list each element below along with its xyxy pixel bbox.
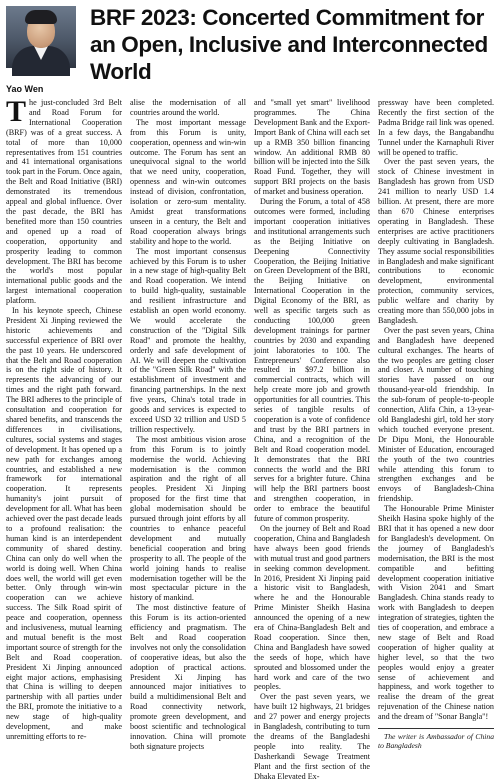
article-paragraph: The most important consensus achieved by this Forum is to usher in a new stage of high-quality Belt and Road cooperation. We intend to build high-quality, sustainable and resilient infrastructure and establish an open world economy. We would accelerate the construction of the "Digital Silk Road" and promote the healthy, orderly and safe development of AI. We will deepen the cultivation of the "Green Silk Road" with the establishment of investment and financing partnerships. In the next five years, China's total trade in goods and services is expected to exceed USD 32 trillion and USD 5 trillion respectively. (130, 246, 246, 434)
article-paragraph: The most ambitious vision arose from this Forum is to jointly modernise the world. Achieving modernisation is the common aspiration and the right of all peoples. President Xi Jinping proposed for the first time that global modernisation should be pursued through joint efforts by all countries to enhance peaceful development and mutually beneficial cooperation and bring prosperity to all. The people of the world joining hands to realise modernisation together will be the most spectacular picture in the history of mankind. (130, 434, 246, 603)
author-photo (6, 6, 76, 68)
author-note: The writer is Ambassador of China to Bangladesh (378, 728, 494, 750)
article-paragraph: Over the past seven years, the stock of Chinese investment in Bangladesh has grown from USD 241 million to nearly USD 1.4 billion. At present, there are more than 670 Chinese enterprises operating in Bangladesh. These enterprises are active practitioners deeply cultivating in Bangladesh. They assume social responsibilities in Bangladesh and make significant contributions to economic development, environmental protection, community services, public welfare and charity by creating more than 550,000 jobs in Bangladesh. (378, 157, 494, 325)
article-column-2 (130, 98, 246, 751)
article-paragraph: In his keynote speech, Chinese President Xi Jinping reviewed the historic achievements and successful experience of BRI over the past 10 years. He underscored that the Belt and Road cooperation is on the right side of history. It represents the advancing of our times and the right path forward. The BRI adheres to the principle of consultation and cooperation for shared benefits, and transcends the differences in civilisations, cultures, social systems and stages of development. It has opened up a new path for exchanges among countries, and established a new framework for international cooperation. It represents humanity's joint pursuit of development for all. What has been achieved over the past decade leads to a profound realisation: the human kind is an interdependent community of shared destiny. China can only do well when the world is doing well. When China does well, the world will get even better. Only through win-win cooperation can we achieve success. The Silk Road spirit of peace and cooperation, openness and inclusiveness, mutual learning and mutual benefit is the most important source of strength for the Belt and Road cooperation. President Xi Jinping announced eight major actions, emphasising that China is willing to deepen partnership with all parties under the BRI, promote the initiative to a new stage of high-quality development, and make unremitting efforts to re- (6, 306, 122, 741)
article-paragraph: During the Forum, a total of 458 outcomes were formed, including important cooperation initiatives and institutional arrangements such as the Beijing Initiative on Deepening Connectivity Cooperation, the Beijing Initiative on Green Development of the BRI, the Beijing Initiative on International Cooperation in the Digital Economy of the BRI, as well as specific targets such as conducting 100,000 green development trainings for partner countries by 2030 and expanding joint laboratories to 100. The Entrepreneurs' Conference also resulted in $97.2 billion in commercial contracts, which will help create more job and growth opportunities for all countries. This series of tangible results of cooperation is a vote of confidence and trust by the BRI partners in China, and a recognition of the Belt and Road cooperation model. It demonstrates that the BRI connects the world and the BRI serves for a brighter future. China will help the BRI partners boost and strengthen cooperation, in order to embrace the beautiful future of common prosperity. (254, 197, 370, 524)
article-column-1 (6, 95, 122, 741)
article-column-4 (378, 98, 494, 751)
article-paragraph: The most important message from this Forum is unity, cooperation, openness and win-win outcome. The Forum has sent an unequivocal signal to the world that we need unity, cooperation, openness and win-win outcomes instead of division, confrontation, isolation or zero-sum mentality. Amidst great transformations unseen in a century, the Belt and Road cooperation always brings stability and hope to the world. (130, 117, 246, 246)
article-body (6, 95, 494, 781)
article-paragraph: Over the past seven years, we have built 12 highways, 21 bridges and 27 power and energy projects in Bangladesh, contributing to turn the dreams of the Bangladeshi people into reality. The Dasherkandi Sewage Treatment Plant and the first section of the Dhaka Elevated Ex- (254, 692, 370, 781)
article-paragraph: The just-concluded 3rd Belt and Road Forum for International Cooperation (BRF) was of a great success. A total of more than 10,000 representatives from 151 countries and 41 international organisations took part in the Forum. Once again, the Belt and Road Initiative (BRI) demonstrated its tremendous appeal and global influence. Over the past decade, the BRI has benefited more than 150 countries and opened up a road of cooperation, opportunity and prosperity leading to common development. The BRI has become the world's most popular international public goods and the largest international cooperation platform. (6, 95, 122, 306)
article-headline: BRF 2023: Concerted Commitment for an Open, Inclusive and Interconnected World (90, 5, 488, 84)
article-column-3 (254, 98, 370, 781)
article-paragraph: The most distinctive feature of this Forum is its action-oriented efficiency and pragmatism. The Belt and Road cooperation involves not only the consolidation of cooperative ideas, but also the adoption of practical actions. President Xi Jinping has announced major initiatives to build a multidimensional Belt and Road connectivity network, promote green development, and boost scientific and technological innovation. China will promote both signature projects (130, 603, 246, 751)
article-paragraph: and "small yet smart" livelihood programmes. The China Development Bank and the Export-Import Bank of China will each set up a RMB 350 billion financing window. An additional RMB 80 billion will be injected into the Silk Road Fund. Together, they will support BRI projects on the basis of market and business operation. (254, 98, 370, 197)
article-paragraph: pressway have been completed. Recently the first section of the Padma Bridge rail link was opened. In a few days, the Bangabandhu Tunnel under the Karnaphuli River will be opened to traffic. (378, 98, 494, 157)
drop-cap: T (6, 95, 27, 128)
byline: Yao Wen (6, 84, 44, 94)
article-paragraph: Over the past seven years, China and Bangladesh have deepened cultural exchanges. The hearts of the two peoples are getting closer and closer. A number of touching stories have passed on our thousand-year-old friendship. In the sub-forum of people-to-people connection, Alifa Chin, a 13-year-old Bangladeshi girl, told her story which touched everyone present. Dr Dipu Moni, the Honourable Minister of Education, encouraged the youth of the two countries while attending this forum to strengthen exchanges and be envoys of Bangladesh-China friendship. (378, 325, 494, 504)
article-paragraph: alise the modernisation of all countries around the world. (130, 98, 246, 117)
article-paragraph: On the journey of Belt and Road cooperation, China and Bangladesh have always been good friends with mutual trust and good partners in seeking common development. In 2016, President Xi Jinping paid a historic visit to Bangladesh, where he and the Honourable Prime Minister Sheikh Hasina announced the opening of a new era of China-Bangladesh Belt and Road cooperation. Since then, China and Bangladesh have sowed the seeds of hope, which have sprouted and blossomed under the hard work and care of the two peoples. (254, 523, 370, 692)
article-paragraph: The Honourable Prime Minister Sheikh Hasina spoke highly of the BRI that it has opened a new door for Bangladesh's development. On the journey of Bangladesh's modernisation, the BRI is the most compatible and befitting development cooperation initiative with Vision 2041 and Smart Bangladesh. China stands ready to work with Bangladesh to deepen integration of strategies, tighten the ties of cooperation, and embrace a new stage of Belt and Road cooperation of higher quality at higher level, so that the two peoples would enjoy a greater sense of achievement and happiness, and work together to realise the dream of the great rejuvenation of the Chinese nation and the dream of "Sonar Bangla"! (378, 504, 494, 722)
